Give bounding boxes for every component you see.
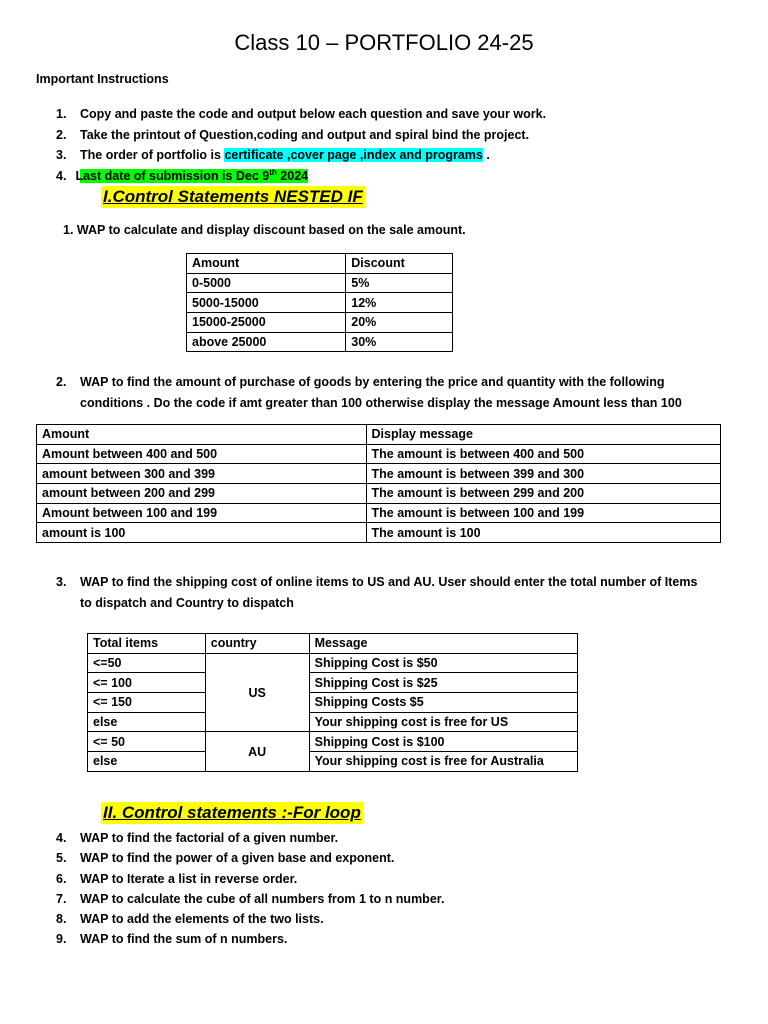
list-item: 6. WAP to Iterate a list in reverse order. bbox=[56, 871, 298, 886]
table-row bbox=[37, 484, 721, 504]
table-cell: amount between 200 and 299 bbox=[37, 484, 367, 504]
table-row bbox=[88, 752, 578, 772]
list-item: 8. WAP to add the elements of the two lists. bbox=[56, 912, 324, 927]
table-cell: <= 150 bbox=[88, 693, 206, 713]
table-cell: The amount is 100 bbox=[366, 523, 720, 543]
discount-table bbox=[186, 253, 453, 352]
table-row bbox=[88, 732, 578, 752]
instruction-item: 2. Take the printout of Question,coding and output and spiral bind the project. bbox=[56, 127, 530, 142]
purchase-amount-table bbox=[36, 424, 721, 543]
table-cell: Shipping Cost is $50 bbox=[309, 653, 577, 673]
table-cell: 0-5000 bbox=[187, 273, 346, 293]
table-row bbox=[37, 464, 721, 484]
table-cell: Amount between 100 and 199 bbox=[37, 503, 367, 523]
instruction-item: 3. The order of portfolio is certificate ,cover page ,index and programs . bbox=[56, 148, 490, 162]
table-row bbox=[187, 293, 453, 313]
table-cell: Amount bbox=[37, 425, 367, 445]
table-cell: 5% bbox=[346, 273, 453, 293]
table-cell: 20% bbox=[346, 313, 453, 333]
table-cell: The amount is between 299 and 200 bbox=[366, 484, 720, 504]
table-cell: 15000-25000 bbox=[187, 313, 346, 333]
table-header-row bbox=[88, 634, 578, 654]
table-row bbox=[88, 712, 578, 732]
table-cell: The amount is between 100 and 199 bbox=[366, 503, 720, 523]
list-item: 4. WAP to find the factorial of a given number. bbox=[56, 831, 339, 845]
table-cell: 30% bbox=[346, 332, 453, 352]
instructions-list bbox=[56, 104, 546, 186]
table-cell: country bbox=[205, 634, 309, 654]
table-cell: Display message bbox=[366, 425, 720, 445]
table-row bbox=[37, 503, 721, 523]
table-row bbox=[88, 693, 578, 713]
for-loop-questions-list bbox=[56, 828, 444, 950]
table-row bbox=[88, 673, 578, 693]
table-row bbox=[187, 332, 453, 352]
shipping-cost-table bbox=[87, 633, 578, 772]
table-cell: Shipping Cost is $100 bbox=[309, 732, 577, 752]
list-item: 9. WAP to find the sum of n numbers. bbox=[56, 932, 288, 947]
question-1: 1. WAP to calculate and display discount based on the sale amount. bbox=[63, 223, 466, 237]
table-row bbox=[187, 313, 453, 333]
list-item: 5. WAP to find the power of a given base and exponent. bbox=[56, 851, 395, 866]
table-cell: The amount is between 400 and 500 bbox=[366, 444, 720, 464]
table-cell: <= 100 bbox=[88, 673, 206, 693]
table-cell: Shipping Cost is $25 bbox=[309, 673, 577, 693]
table-cell: Message bbox=[309, 634, 577, 654]
country-au-cell: AU bbox=[205, 732, 309, 771]
table-cell: <=50 bbox=[88, 653, 206, 673]
table-row bbox=[187, 273, 453, 293]
table-cell: else bbox=[88, 712, 206, 732]
list-item: 7. WAP to calculate the cube of all numbers from 1 to n number. bbox=[56, 891, 445, 906]
table-cell: above 25000 bbox=[187, 332, 346, 352]
table-cell: Amount bbox=[187, 254, 346, 274]
table-cell: Your shipping cost is free for US bbox=[309, 712, 577, 732]
highlighted-text: certificate ,cover page ,index and programs bbox=[224, 148, 483, 162]
table-cell: Discount bbox=[346, 254, 453, 274]
question-3: 3. WAP to find the shipping cost of online items to US and AU. User should enter the total number of Items to dispatch and Country to dispatch bbox=[56, 575, 698, 610]
table-cell: The amount is between 399 and 300 bbox=[366, 464, 720, 484]
table-cell: <= 50 bbox=[88, 732, 206, 752]
table-header-row bbox=[187, 254, 453, 274]
table-cell: Your shipping cost is free for Australia bbox=[309, 752, 577, 772]
highlighted-deadline: 4. Last date of submission is Dec 9th 2024 bbox=[56, 167, 309, 183]
table-header-row bbox=[37, 425, 721, 445]
country-us-cell: US bbox=[205, 653, 309, 732]
table-cell: amount between 300 and 399 bbox=[37, 464, 367, 484]
table-cell: Shipping Costs $5 bbox=[309, 693, 577, 713]
table-row bbox=[88, 653, 578, 673]
table-cell: amount is 100 bbox=[37, 523, 367, 543]
question-2: 2. WAP to find the amount of purchase of goods by entering the price and quantity with the following conditions . Do the code if amt greater than 100 otherwise display the message Amount less than 100 bbox=[56, 375, 682, 410]
page-title: Class 10 – PORTFOLIO 24-25 bbox=[234, 30, 534, 55]
table-row bbox=[37, 444, 721, 464]
table-cell: 5000-15000 bbox=[187, 293, 346, 313]
section-heading-nested-if: I.Control Statements NESTED IF bbox=[103, 187, 363, 206]
table-row bbox=[37, 523, 721, 543]
table-cell: Amount between 400 and 500 bbox=[37, 444, 367, 464]
section-heading-for-loop: II. Control statements :-For loop bbox=[103, 803, 361, 822]
instruction-item-deadline bbox=[56, 166, 546, 187]
table-cell: 12% bbox=[346, 293, 453, 313]
table-cell: Total items bbox=[88, 634, 206, 654]
important-instructions-heading: Important Instructions bbox=[36, 72, 169, 86]
instruction-item: 1. Copy and paste the code and output below each question and save your work. bbox=[56, 107, 547, 121]
table-cell: else bbox=[88, 752, 206, 772]
